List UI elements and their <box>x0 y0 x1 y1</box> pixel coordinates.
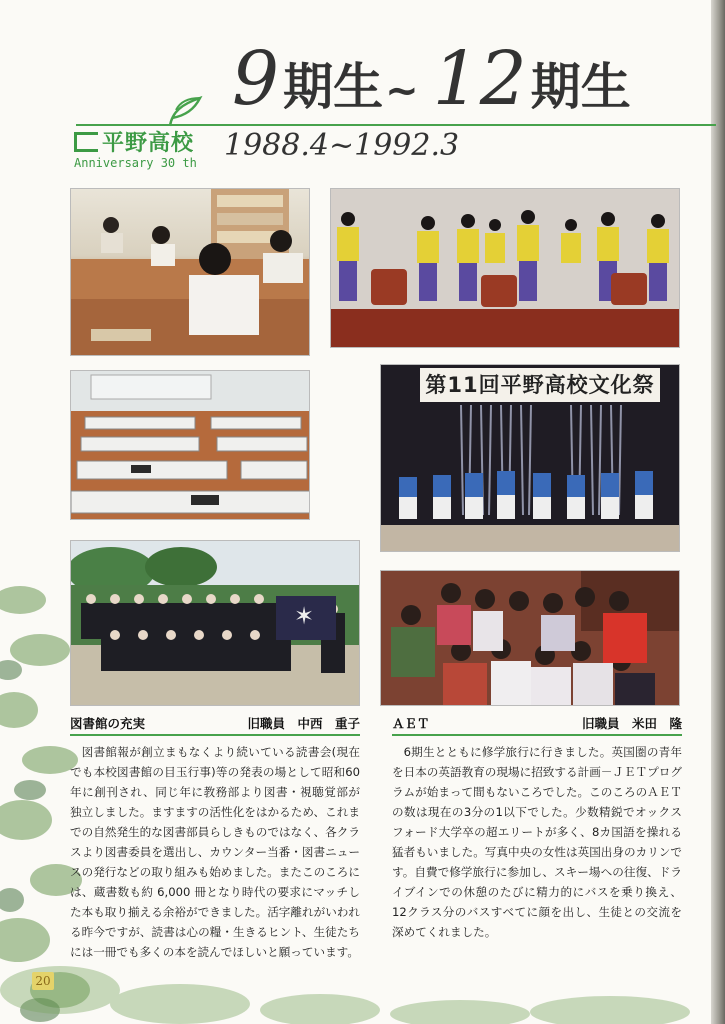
title-start-kanji: 期生 <box>283 58 384 116</box>
article-library <box>70 714 360 962</box>
school-logo <box>72 126 222 170</box>
article-aet <box>392 714 682 942</box>
page-edge <box>711 0 725 1024</box>
article-author: 旧職員 米田 隆 <box>581 716 682 731</box>
article-title: 図書館の充実 <box>70 716 146 731</box>
festival-banner: 第11回平野高校文化祭 <box>420 368 660 402</box>
article-body: 6期生とともに修学旅行に行きました。英国圏の青年を日本の英語教育の現場に招致する計画－ＪＥＴプログラムが始まって間もないころでした。このころのＡＥＴの数は現在の3分の1以下でした。少数精鋭でオックスフォード大学卒の超エリートが多く、8カ国語を操れる猛者もいました。写真中央の女性は英国出身のカリンです。自費で修学旅行に参加し、スキー場への往復、ドライブインでの休憩のたびに精力的にバスを乗り換え、12クラス分のバスすべてに顔を出し、生徒との交流を深めてくれました。 <box>392 745 682 939</box>
article-author: 旧職員 中西 重子 <box>247 716 360 731</box>
photo-aet-group <box>380 570 680 706</box>
photo-av-room <box>70 370 310 520</box>
period-dates: 1988.4~1992.3 <box>224 128 460 163</box>
article-title: ＡＥＴ <box>392 716 430 731</box>
photo-library-reading <box>70 188 310 356</box>
school-name: 平野高校 <box>102 131 195 156</box>
article-header <box>392 714 682 736</box>
article-header <box>70 714 360 736</box>
logo-bracket <box>74 132 98 152</box>
photo-taiko-performance <box>330 188 680 348</box>
page-title <box>232 36 631 122</box>
flag-emblem-icon: ✶ <box>294 602 315 630</box>
title-start-number: 9 <box>232 36 280 122</box>
title-tilde: ~ <box>385 68 419 114</box>
sprout-icon <box>160 92 208 128</box>
title-end-number: 12 <box>432 36 527 122</box>
page-number: 20 <box>32 972 54 990</box>
article-body: 図書館報が創立まもなくより続いている読書会(現在でも本校図書館の目玉行事)等の発表の場として昭和60年に創刊され、同じ年に教務部より図書・視聴覚部が独立しました。ますますの活性化をはかるため、これまでの自然発生的な図書部員らしきものではなく、各クラスより図書委員を選出し、カウンター当番・図書ニュースの発行などの取り組みも始めました。またこのころには、蔵書数も約 6,000 冊となり時代の要求にマッチした本も取り揃える余裕ができました。活字離れがいわれる昨今ですが、読書は心の糧・生きるヒント、生徒たちには一冊でも多くの本を読んでほしいと願っています。 <box>70 745 360 959</box>
title-end-kanji: 期生 <box>530 58 631 116</box>
anniversary-label: Anniversary 30 th <box>74 156 197 170</box>
